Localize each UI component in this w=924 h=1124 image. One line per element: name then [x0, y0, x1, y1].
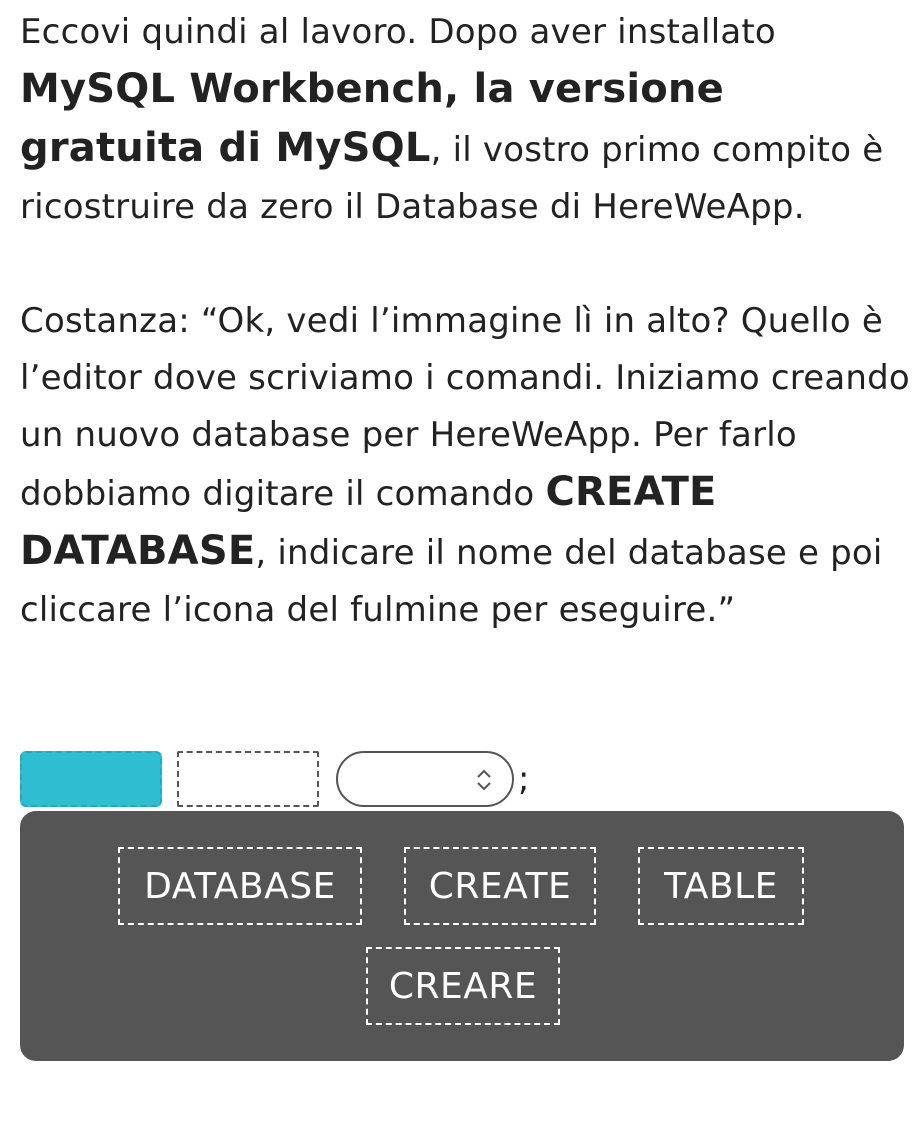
- chip-table[interactable]: TABLE: [638, 847, 804, 925]
- chevron-up-down-icon: [474, 767, 494, 793]
- intro-paragraph: [20, 4, 920, 236]
- chip-database[interactable]: DATABASE: [118, 847, 362, 925]
- dialog-paragraph: [20, 293, 920, 639]
- lesson-text: [20, 4, 920, 639]
- answer-slot-filled[interactable]: [20, 751, 162, 807]
- intro-strong-text: MySQL Workbench, la versione gratuita di MySQL: [20, 66, 724, 171]
- dialog-text-before: Costanza: “Ok, vedi l’immagine lì in alto? Quello è l’editor dove scriviamo i comandi. Iniziamo creando un nuovo database per HereWeApp. Per farlo dobbiamo digitare il comando: [20, 301, 910, 514]
- chip-create[interactable]: CREATE: [404, 847, 596, 925]
- intro-text-before: Eccovi quindi al lavoro. Dopo aver installato: [20, 12, 776, 52]
- dialog-strong-text: CREATE DATABASE: [20, 469, 717, 574]
- statement-terminator: ;: [518, 759, 530, 799]
- answer-slot-empty[interactable]: [177, 751, 319, 807]
- dialog-text-after: , indicare il nome del database e poi cliccare l’icona del fulmine per eseguire.”: [20, 533, 883, 630]
- word-bank: [20, 811, 904, 1061]
- answer-select-dropdown[interactable]: [336, 751, 514, 807]
- chip-creare[interactable]: CREARE: [366, 947, 560, 1025]
- intro-text-after: , il vostro primo compito è ricostruire da zero il Database di HereWeApp.: [20, 130, 884, 227]
